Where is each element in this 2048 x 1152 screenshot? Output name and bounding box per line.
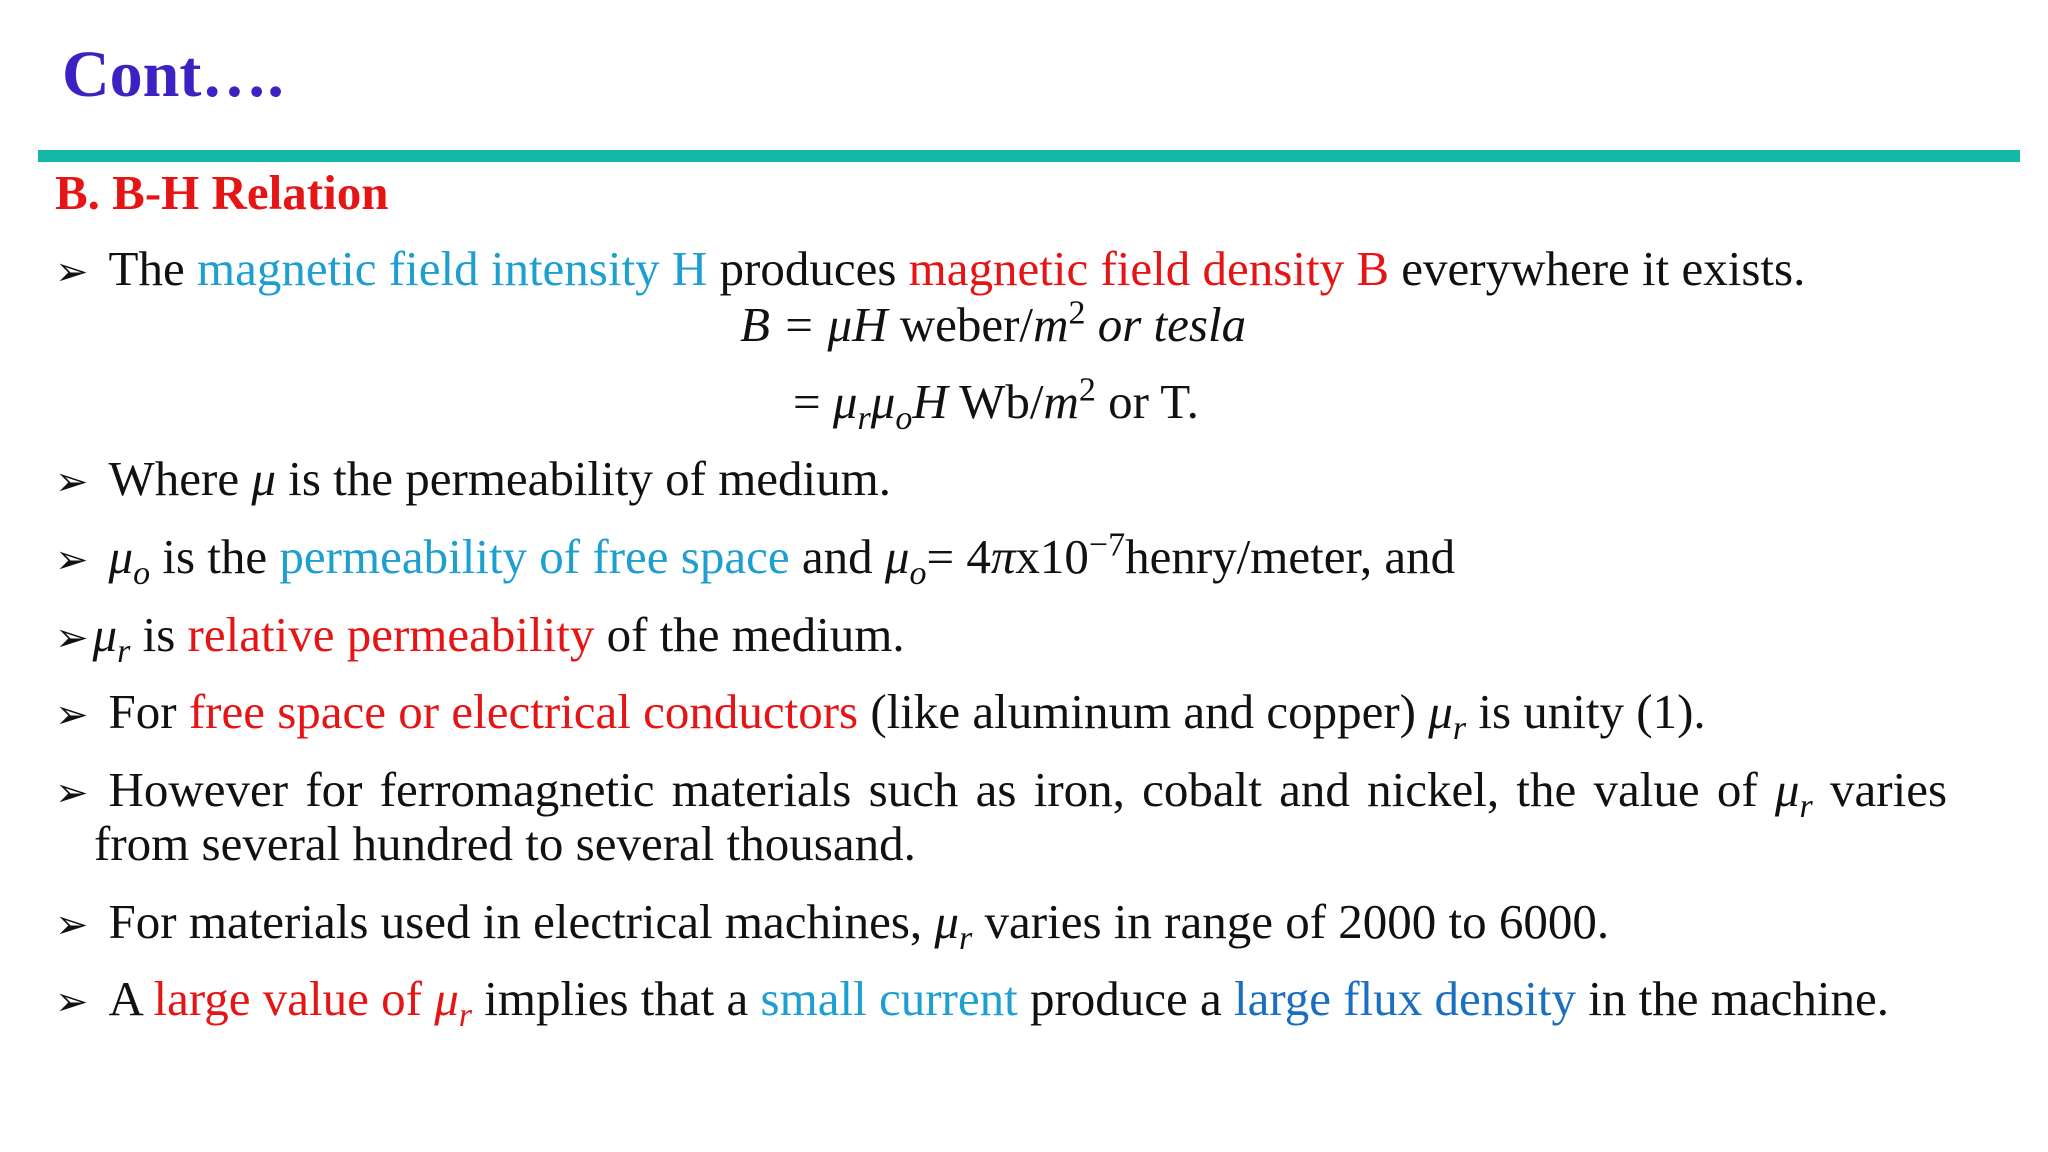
highlight-text: magnetic field intensity H (196, 241, 708, 296)
superscript: 2 (1068, 294, 1086, 332)
text: produces (707, 241, 909, 296)
text: is unity (1). (1466, 684, 1706, 739)
text: everywhere it exists. (1389, 241, 1806, 296)
subscript: r (1452, 709, 1467, 747)
text: varies in range of 2000 to 6000. (972, 894, 1610, 949)
text: A (108, 971, 154, 1026)
title-divider (38, 150, 2020, 162)
bullet-arrow-icon: ➢ (55, 537, 89, 583)
math-text: π (990, 529, 1016, 584)
bullet-arrow-icon: ➢ (55, 979, 89, 1025)
slide-title: Cont…. (62, 38, 284, 111)
highlight-text: small current (760, 971, 1018, 1026)
bullet-line-8 (55, 971, 1889, 1034)
text: produce a (1017, 971, 1235, 1026)
text: is (130, 607, 188, 662)
bullet-arrow-icon: ➢ (55, 249, 89, 295)
math-text: B = μH (740, 297, 888, 352)
subscript: r (458, 996, 473, 1034)
bullet-line-7 (55, 894, 1610, 957)
text: varies (1812, 762, 1948, 817)
math-text: μ (870, 374, 896, 429)
highlight-text: free space or electrical conductors (188, 684, 859, 739)
superscript: 2 (1078, 371, 1096, 409)
text: is the permeability of medium. (275, 451, 892, 506)
bullet-line-5 (55, 684, 1706, 747)
equation-2 (793, 371, 1199, 437)
text: Where (108, 451, 252, 506)
math-text: μ (251, 451, 276, 506)
text: (like aluminum and copper) (858, 684, 1429, 739)
bullet-arrow-icon: ➢ (55, 770, 89, 816)
text: of the medium. (594, 607, 905, 662)
subscript: o (895, 399, 913, 437)
text: For (108, 684, 189, 739)
superscript: −7 (1088, 526, 1126, 564)
math-text: H (912, 374, 948, 429)
math-text: μ (434, 971, 459, 1026)
bullet-arrow-icon: ➢ (55, 902, 89, 948)
text: For materials used in electrical machines, (108, 894, 935, 949)
subscript: o (133, 554, 151, 592)
highlight-text: large flux density (1234, 971, 1577, 1026)
bullet-arrow-icon: ➢ (55, 615, 89, 661)
subscript: r (1799, 787, 1813, 825)
bullet-arrow-icon: ➢ (55, 692, 89, 738)
math-text: μ (832, 374, 858, 429)
highlight-text: relative permeability (187, 607, 595, 662)
equation-1 (740, 294, 1247, 352)
text: implies that a (472, 971, 761, 1026)
bullet-line-6-continuation: from several hundred to several thousand. (94, 816, 916, 871)
bullet-line-4 (55, 607, 905, 670)
subscript: r (959, 919, 973, 957)
text: weber/ (887, 297, 1034, 352)
math-text: μ (108, 529, 134, 584)
section-heading: B. B-H Relation (55, 165, 389, 220)
math-text: m (1043, 374, 1079, 429)
math-text: μ (92, 607, 118, 662)
math-text: μ (884, 529, 910, 584)
bullet-line-2 (55, 452, 891, 506)
math-text: m (1033, 297, 1069, 352)
text: in the machine. (1576, 971, 1889, 1026)
text: However for ferromagnetic materials such as iron, cobalt and nickel, the value of (108, 762, 1775, 817)
text: = (793, 374, 833, 429)
highlight-text: large value of (153, 971, 435, 1026)
bullet-line-6 (55, 762, 1948, 825)
bullet-line-1 (55, 242, 1805, 296)
text: Wb/ (947, 374, 1044, 429)
math-text: or tesla (1085, 297, 1247, 352)
text: or T. (1095, 374, 1199, 429)
text: = 4 (926, 529, 991, 584)
text: x10 (1015, 529, 1089, 584)
math-text: μ (934, 894, 960, 949)
highlight-text: magnetic field density B (908, 241, 1389, 296)
text: henry/meter, and (1125, 529, 1456, 584)
subscript: o (909, 554, 927, 592)
text: is the (150, 529, 280, 584)
text: The (108, 241, 197, 296)
highlight-text: permeability of free space (279, 529, 790, 584)
text: and (789, 529, 885, 584)
math-text: μ (1428, 684, 1453, 739)
bullet-arrow-icon: ➢ (55, 459, 89, 505)
subscript: r (117, 632, 131, 670)
subscript: r (857, 399, 871, 437)
bullet-line-3 (55, 526, 1456, 592)
math-text: μ (1774, 762, 1800, 817)
